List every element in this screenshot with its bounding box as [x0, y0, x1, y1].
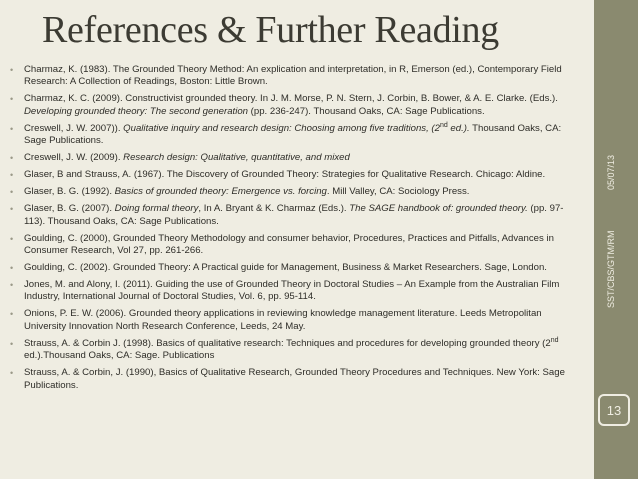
reference-text: Thousand Oaks, CA: Sage Publications.	[24, 122, 562, 147]
reference-text: Creswell, J. W. (2009).	[24, 152, 124, 164]
reference-item	[8, 367, 583, 392]
reference-item	[8, 262, 583, 274]
bullet-icon: •	[10, 233, 14, 244]
reference-text: , In A. Bryant & K. Charmaz (Eds.).	[198, 203, 350, 215]
bullet-icon: •	[10, 263, 14, 274]
reference-text: Strauss, A. & Corbin, J. (1990), Basics of Qualitative Research, Grounded Theory Procedures and Techniques. New York: Sage Publications.	[24, 367, 565, 391]
page-number	[598, 394, 630, 426]
reference-text: . Mill Valley, CA: Sociology Press.	[326, 186, 470, 198]
reference-text: (pp. 97-113). Thousand Oaks, CA: Sage Publications.	[24, 203, 564, 227]
reference-item	[8, 123, 583, 148]
reference-item	[8, 279, 583, 304]
reference-list	[8, 64, 583, 397]
reference-text: Charmaz, K. C. (2009). Constructivist grounded theory. In J. M. Morse, P. N. Stern, J. Corbin, B. Bower, & A. E. Clarke. (Eds.).	[24, 93, 558, 105]
reference-text: ed.).	[447, 122, 470, 134]
reference-text: Charmaz, K. (1983). The Grounded Theory Method: An explication and interpretation, in R, Emerson (ed.), Contemporary Field Research: A Collection of Readings, Boston: Little Brown.	[24, 64, 562, 88]
reference-text: Onions, P. E. W. (2006). Grounded theory applications in reviewing knowledge management literature. Leeds Metropolitan University Innovation North Research Conference, Leeds, 24 May.	[24, 308, 542, 332]
reference-text: nd	[439, 121, 448, 129]
reference-text: Doing formal theory	[114, 203, 199, 215]
bullet-icon: •	[10, 368, 14, 379]
reference-text: Goulding, C. (2000), Grounded Theory Methodology and consumer behavior, Procedures, Practices and Pitfalls, Advances in Consumer Research, Vol 27, pp. 261-266.	[24, 232, 554, 257]
bullet-icon: •	[10, 338, 14, 349]
bullet-icon: •	[10, 65, 14, 75]
reference-item	[8, 169, 583, 181]
footer-date: 05/07/13	[606, 154, 616, 190]
reference-item	[8, 308, 583, 333]
reference-text: Developing grounded theory: The second generation	[24, 105, 249, 117]
bullet-icon: •	[10, 94, 14, 105]
reference-text: (pp. 236-247). Thousand Oaks, CA: Sage Publications.	[248, 105, 485, 117]
reference-item	[8, 93, 583, 118]
reference-text: Basics of grounded theory: Emergence vs. forcing	[114, 186, 327, 198]
bullet-icon: •	[10, 153, 14, 164]
footer-id: SST/CBS/GTM/RM	[606, 230, 616, 308]
bullet-icon: •	[10, 309, 14, 320]
reference-text: Glaser, B. G. (2007).	[24, 203, 115, 215]
reference-item	[8, 338, 583, 363]
bullet-icon: •	[10, 170, 14, 181]
bullet-icon: •	[10, 280, 14, 291]
reference-text: nd	[550, 336, 559, 344]
reference-text: Glaser, B. G. (1992).	[24, 186, 115, 198]
reference-text: Jones, M. and Alony, I. (2011). Guiding the use of Grounded Theory in Doctoral Studies – An Example from the Australian Film Industry, International Journal of Doctoral Studies, Vol. 6, pp. 95-114.	[24, 279, 560, 303]
reference-item	[8, 233, 583, 258]
reference-text: Goulding, C. (2002). Grounded Theory: A Practical guide for Management, Business & Market Researchers. Sage, London.	[24, 262, 547, 274]
bullet-icon: •	[10, 187, 14, 198]
reference-item	[8, 186, 583, 198]
reference-text: ed.).Thousand Oaks, CA: Sage. Publications	[24, 350, 215, 362]
reference-text: Research design: Qualitative, quantitative, and mixed	[123, 152, 350, 164]
reference-text: Glaser, B and Strauss, A. (1967). The Discovery of Grounded Theory: Strategies for Qualitative Research. Chicago: Aldine.	[24, 169, 546, 181]
bullet-icon: •	[10, 204, 14, 215]
reference-text: The SAGE handbook of: grounded theory.	[349, 203, 528, 215]
reference-text: Qualitative inquiry and research design: Choosing among five traditions, (2	[123, 122, 440, 134]
reference-item	[8, 203, 583, 228]
reference-item	[8, 152, 583, 164]
reference-text: Strauss, A. & Corbin J. (1998). Basics of qualitative research: Techniques and procedures for developing grounded theory (2	[24, 337, 551, 349]
slide-title: References & Further Reading	[42, 9, 499, 51]
reference-item	[8, 64, 583, 89]
page-number-label: 13	[606, 402, 622, 418]
bullet-icon: •	[10, 123, 14, 134]
reference-text: Creswell, J. W. 2007)).	[24, 122, 124, 134]
